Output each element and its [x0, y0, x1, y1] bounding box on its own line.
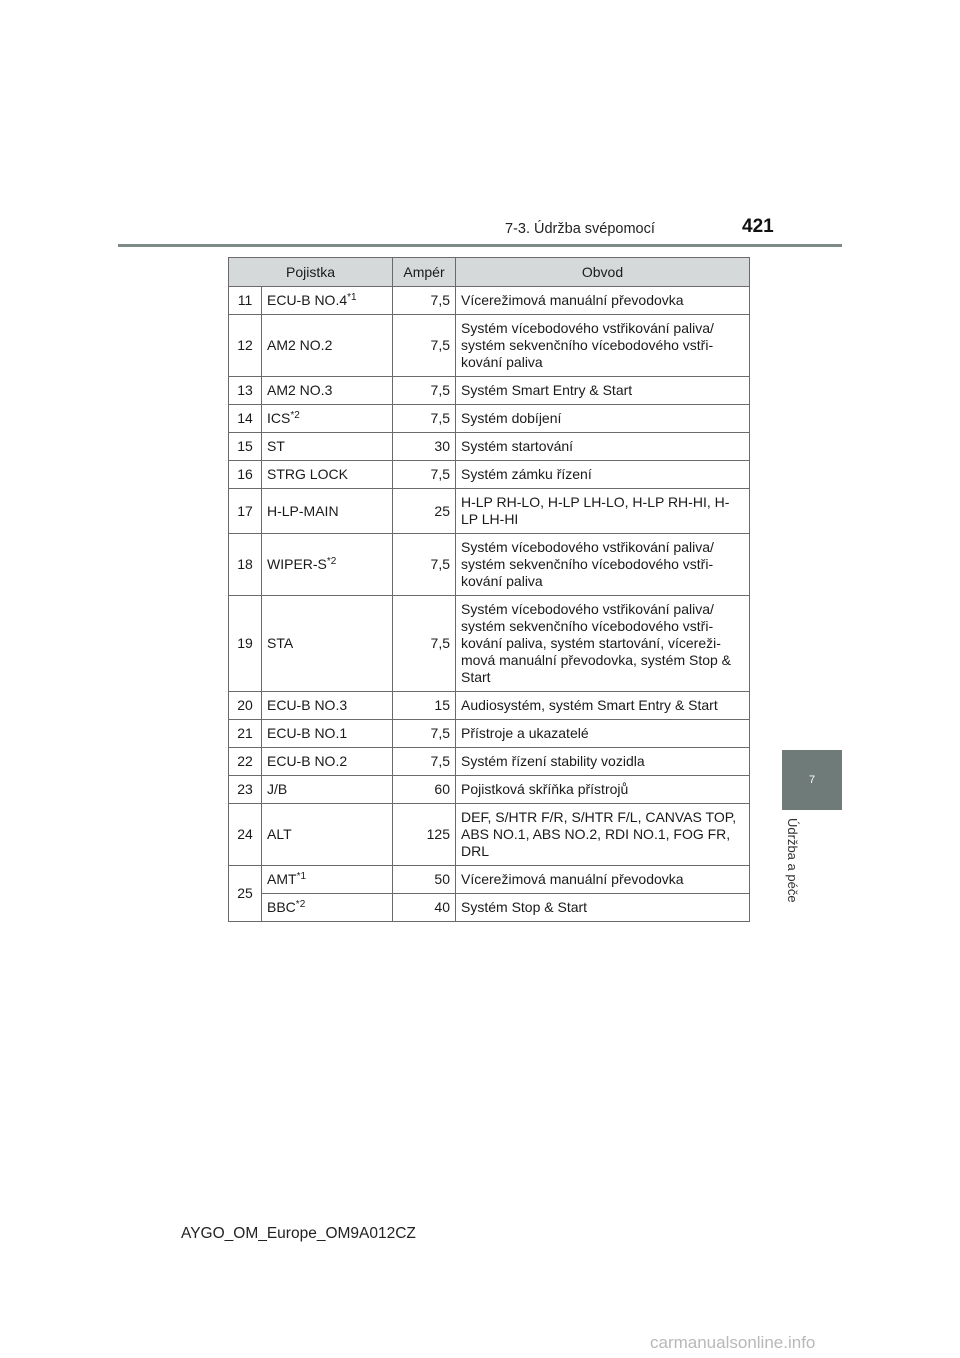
fuse-name	[262, 405, 393, 433]
fuse-name	[262, 461, 393, 489]
fuse-circuit: Systém Smart Entry & Start	[456, 377, 750, 405]
fuse-circuit: Systém startování	[456, 433, 750, 461]
table-row	[229, 894, 750, 922]
fuse-number: 21	[229, 720, 262, 748]
column-header-ampere: Ampér	[393, 258, 456, 287]
fuse-ampere: 125	[393, 804, 456, 866]
fuse-ampere: 30	[393, 433, 456, 461]
footnote-marker: *2	[290, 410, 300, 421]
fuse-name	[262, 894, 393, 922]
fuse-name-text: STRG LOCK	[267, 466, 348, 482]
fuse-circuit: Systém dobíjení	[456, 405, 750, 433]
fuse-name-text: ST	[267, 438, 285, 454]
fuse-number: 15	[229, 433, 262, 461]
table-row	[229, 461, 750, 489]
footnote-marker: *1	[296, 871, 307, 882]
fuse-name	[262, 287, 393, 315]
fuse-circuit: Systém vícebodového vstřikování paliva/ systém sekvenčního vícebodového vstři-kování paliva, systém startování, vícereži-mová manuální převodovka, systém Stop & Start	[456, 596, 750, 692]
document-code: AYGO_OM_Europe_OM9A012CZ	[181, 1225, 416, 1242]
fuse-number: 14	[229, 405, 262, 433]
table-row	[229, 433, 750, 461]
table-row	[229, 866, 750, 894]
fuse-ampere: 25	[393, 489, 456, 534]
fuse-circuit: Systém Stop & Start	[456, 894, 750, 922]
fuse-name	[262, 534, 393, 596]
fuse-ampere: 7,5	[393, 461, 456, 489]
page-number: 421	[742, 216, 774, 237]
footnote-marker: *2	[295, 899, 306, 910]
fuse-name	[262, 720, 393, 748]
fuse-ampere: 60	[393, 776, 456, 804]
fuse-number: 11	[229, 287, 262, 315]
table-row	[229, 776, 750, 804]
fuse-number: 19	[229, 596, 262, 692]
fuse-number: 22	[229, 748, 262, 776]
table-row	[229, 720, 750, 748]
footnote-marker: *2	[326, 556, 337, 567]
fuse-circuit: Vícerežimová manuální převodovka	[456, 287, 750, 315]
fuse-circuit: Pojistková skříňka přístrojů	[456, 776, 750, 804]
fuse-number: 23	[229, 776, 262, 804]
fuse-name-text: ECU-B NO.3	[267, 697, 348, 713]
table-row	[229, 315, 750, 377]
fuse-name-text: ALT	[267, 826, 292, 842]
fuse-number: 13	[229, 377, 262, 405]
fuse-name	[262, 315, 393, 377]
fuse-circuit: H-LP RH-LO, H-LP LH-LO, H-LP RH-HI, H-LP LH-HI	[456, 489, 750, 534]
fuse-name-text: ECU-B NO.2	[267, 753, 348, 769]
table-row	[229, 287, 750, 315]
fuse-name	[262, 748, 393, 776]
fuse-ampere: 7,5	[393, 287, 456, 315]
fuse-number: 24	[229, 804, 262, 866]
fuse-name	[262, 692, 393, 720]
fuse-number: 12	[229, 315, 262, 377]
fuse-ampere: 15	[393, 692, 456, 720]
fuse-name-text: AM2 NO.2	[267, 337, 333, 353]
table-row	[229, 534, 750, 596]
column-header-fuse: Pojistka	[229, 258, 393, 287]
fuse-ampere: 7,5	[393, 720, 456, 748]
fuse-ampere: 50	[393, 866, 456, 894]
chapter-tab	[782, 750, 842, 810]
fuse-circuit: DEF, S/HTR F/R, S/HTR F/L, CANVAS TOP, ABS NO.1, ABS NO.2, RDI NO.1, FOG FR, DRL	[456, 804, 750, 866]
fuse-name-text: WIPER-S	[267, 556, 327, 572]
fuse-number: 25	[229, 866, 262, 922]
footnote-marker: *1	[347, 292, 357, 303]
fuse-ampere: 7,5	[393, 377, 456, 405]
fuse-name-text: J/B	[267, 781, 288, 797]
fuse-circuit: Audiosystém, systém Smart Entry & Start	[456, 692, 750, 720]
fuse-name-text: AM2 NO.3	[267, 382, 333, 398]
fuse-number: 20	[229, 692, 262, 720]
table-row	[229, 377, 750, 405]
chapter-label: Údržba a péče	[785, 818, 800, 903]
fuse-name-text: AMT	[267, 871, 297, 887]
fuse-name	[262, 433, 393, 461]
watermark: carmanualsonline.info	[650, 1333, 816, 1352]
fuse-ampere: 7,5	[393, 534, 456, 596]
table-row	[229, 489, 750, 534]
fuse-name-text: ECU-B NO.4	[267, 292, 348, 308]
fuse-name-text: STA	[267, 635, 294, 651]
fuse-name	[262, 866, 393, 894]
fuse-name-text: ECU-B NO.1	[267, 725, 348, 741]
fuse-name	[262, 804, 393, 866]
table-header-row	[229, 258, 750, 287]
fuse-ampere: 40	[393, 894, 456, 922]
fuse-circuit: Systém vícebodového vstřikování paliva/ systém sekvenčního vícebodového vstři-kování paliva	[456, 315, 750, 377]
fuse-circuit: Přístroje a ukazatelé	[456, 720, 750, 748]
fuse-circuit: Vícerežimová manuální převodovka	[456, 866, 750, 894]
fuse-number: 18	[229, 534, 262, 596]
fuse-name	[262, 489, 393, 534]
fuse-number: 17	[229, 489, 262, 534]
table-row	[229, 748, 750, 776]
fuse-name	[262, 596, 393, 692]
fuse-name	[262, 776, 393, 804]
chapter-number: 7	[808, 774, 816, 786]
fuse-name	[262, 377, 393, 405]
fuse-name-text: BBC	[267, 899, 296, 915]
fuse-table-body	[229, 287, 750, 922]
fuse-ampere: 7,5	[393, 596, 456, 692]
table-row	[229, 804, 750, 866]
fuse-ampere: 7,5	[393, 748, 456, 776]
fuse-name-text: ICS	[267, 410, 291, 426]
fuse-circuit: Systém zámku řízení	[456, 461, 750, 489]
fuse-table	[228, 257, 750, 922]
header-divider	[118, 244, 842, 247]
fuse-ampere: 7,5	[393, 315, 456, 377]
table-row	[229, 405, 750, 433]
fuse-circuit: Systém vícebodového vstřikování paliva/ systém sekvenčního vícebodového vstři-kování paliva	[456, 534, 750, 596]
fuse-circuit: Systém řízení stability vozidla	[456, 748, 750, 776]
table-row	[229, 596, 750, 692]
fuse-number: 16	[229, 461, 262, 489]
fuse-ampere: 7,5	[393, 405, 456, 433]
fuse-name-text: H-LP-MAIN	[267, 502, 339, 519]
section-title: 7-3. Údržba svépomocí	[505, 221, 655, 237]
column-header-circuit: Obvod	[456, 258, 750, 287]
table-row	[229, 692, 750, 720]
